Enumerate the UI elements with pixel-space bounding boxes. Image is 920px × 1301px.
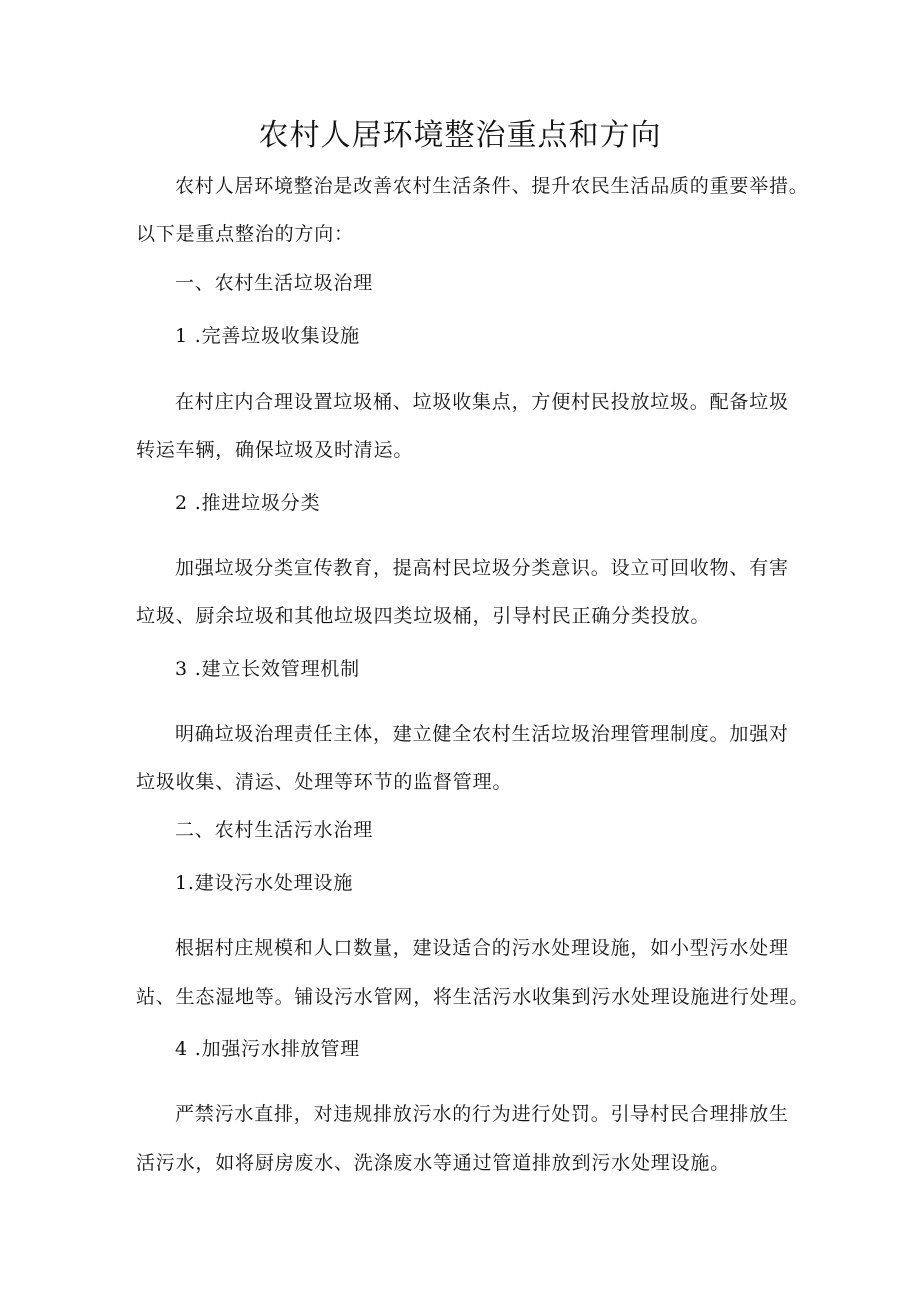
document-title: 农村人居环境整治重点和方向	[258, 118, 662, 153]
section-1-item-1-line-2: 转运车辆，确保垃圾及时清运。	[136, 439, 414, 461]
section-2-item-1-line-1: 根据村庄规模和人口数量，建设适合的污水处理设施，如小型污水处理	[175, 937, 789, 959]
section-1-item-2-line-1: 加强垃圾分类宣传教育，提高村民垃圾分类意识。设立可回收物、有害	[175, 557, 789, 579]
section-1-item-2-line-2: 垃圾、厨余垃圾和其他垃圾四类垃圾桶，引导村民正确分类投放。	[136, 605, 711, 627]
intro-line-1: 农村人居环境整治是改善农村生活条件、提升农民生活品质的重要举措。	[175, 175, 809, 197]
section-1-item-1-line-1: 在村庄内合理设置垃圾桶、垃圾收集点，方便村民投放垃圾。配备垃圾	[175, 391, 789, 413]
section-1-item-3-heading: 3 .建立长效管理机制	[175, 658, 360, 680]
intro-line-2: 以下是重点整治的方向：	[136, 223, 354, 245]
section-2-item-2-heading: 4 .加强污水排放管理	[175, 1038, 360, 1060]
section-1-item-2-heading: 2 .推进垃圾分类	[175, 492, 321, 514]
section-2-heading: 二、农村生活污水治理	[175, 819, 374, 841]
section-2-item-2-line-1: 严禁污水直排，对违规排放污水的行为进行处罚。引导村民合理排放生	[175, 1103, 789, 1125]
section-2-item-2-line-2: 活污水，如将厨房废水、洗涤废水等通过管道排放到污水处理设施。	[136, 1152, 731, 1174]
section-2-item-1-heading: 1.建设污水处理设施	[175, 872, 354, 894]
section-2-item-1-line-2: 站、生态湿地等。铺设污水管网，将生活污水收集到污水处理设施进行处理。	[136, 986, 810, 1008]
section-1-item-3-line-1: 明确垃圾治理责任主体，建立健全农村生活垃圾治理管理制度。加强对	[175, 723, 789, 745]
section-1-heading: 一、农村生活垃圾治理	[175, 272, 374, 294]
section-1-item-3-line-2: 垃圾收集、清运、处理等环节的监督管理。	[136, 771, 513, 793]
section-1-item-1-heading: 1 .完善垃圾收集设施	[175, 325, 360, 347]
